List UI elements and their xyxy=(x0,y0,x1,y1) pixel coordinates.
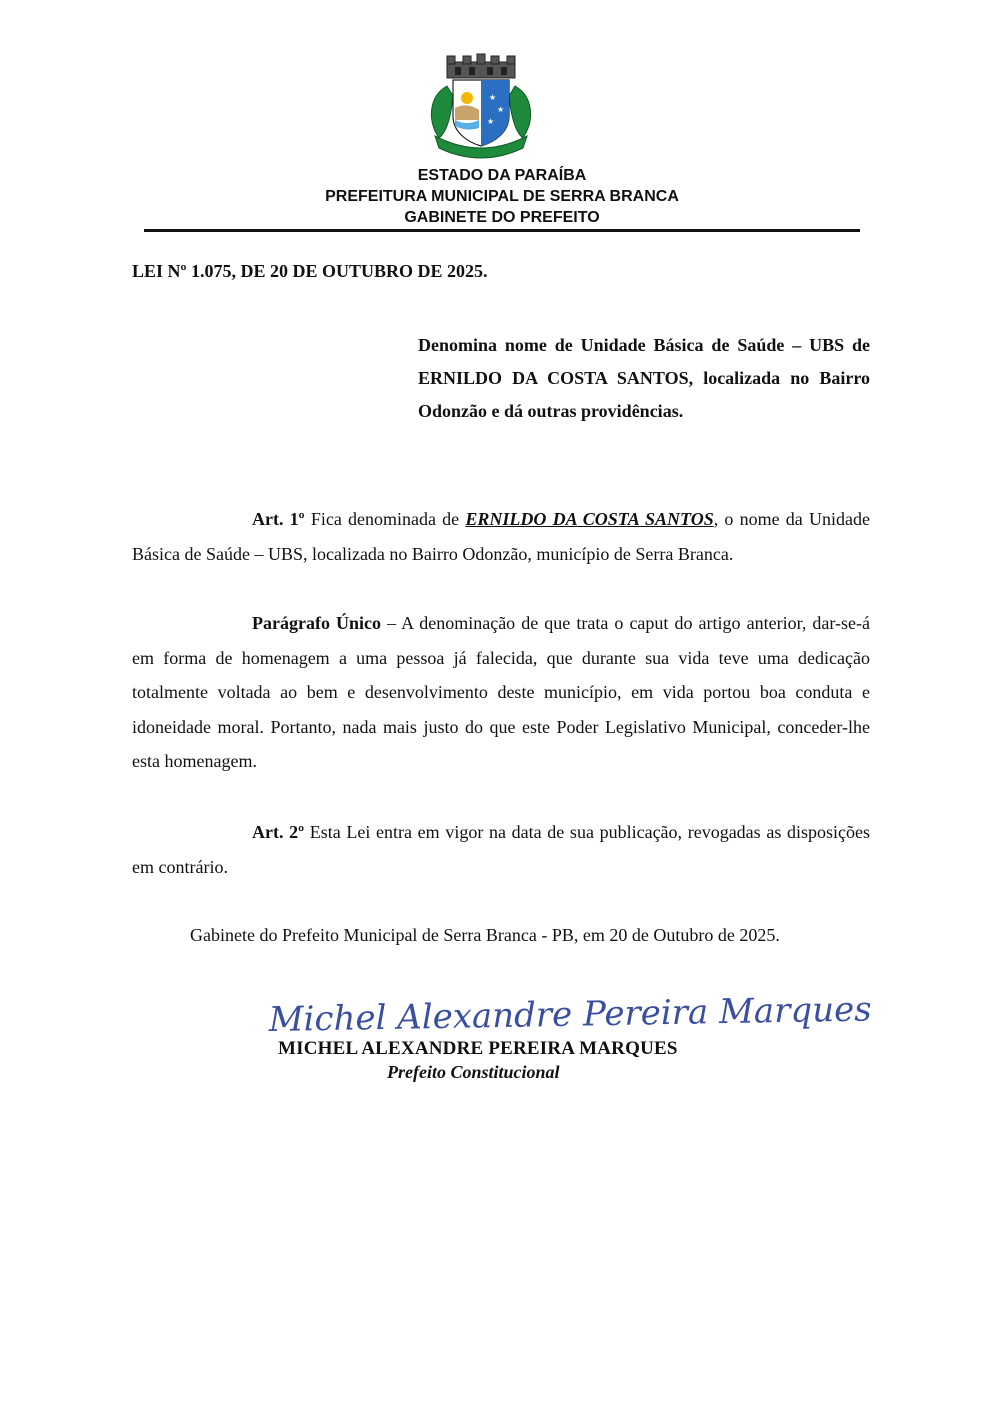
handwritten-signature xyxy=(265,989,872,1043)
sole-paragraph-text: – A denominação de que trata o caput do artigo anterior, dar-se-á em forma de homenagem a uma pessoa já falecida, que durante sua vida teve uma dedicação totalmente voltada ao bem e desenvolvimento deste município, em vida portou boa conduta e idoneidade moral. Portanto, nada mais justo do que este Poder Legislativo Municipal, conceder-lhe esta homenagem. xyxy=(132,613,870,771)
svg-text:★: ★ xyxy=(497,105,505,114)
header-state: ESTADO DA PARAÍBA xyxy=(417,167,587,184)
honoree-name: ERNILDO DA COSTA SANTOS xyxy=(465,509,714,529)
law-title: LEI Nº 1.075, DE 20 DE OUTUBRO DE 2025. xyxy=(132,261,488,281)
header-divider xyxy=(144,229,860,232)
article-1-label: Art. 1º xyxy=(252,509,305,529)
article-2 xyxy=(132,815,870,884)
header-office: GABINETE DO PREFEITO xyxy=(404,209,600,226)
article-1 xyxy=(132,502,870,571)
law-summary: Denomina nome de Unidade Básica de Saúde – UBS de ERNILDO DA COSTA SANTOS, localizada no Bairro Odonzão e dá outras providências. xyxy=(418,335,870,421)
article-1-text-after: , o nome da Unidade Básica de Saúde – UBS, localizada no Bairro Odonzão, município de Serra Branca. xyxy=(132,509,870,564)
article-1-text-before: Fica denominada de xyxy=(304,509,466,529)
signer-name: MICHEL ALEXANDRE PEREIRA MARQUES xyxy=(278,1038,678,1059)
header-municipality: PREFEITURA MUNICIPAL DE SERRA BRANCA xyxy=(325,188,679,205)
article-2-text: Esta Lei entra em vigor na data de sua publicação, revogadas as disposições em contrário. xyxy=(132,822,870,877)
municipal-crest-logo xyxy=(425,56,537,164)
sole-paragraph xyxy=(132,606,870,779)
svg-text:Michel Alexandre Pereira Mar: Michel Alexandre Pereira Marques xyxy=(268,989,872,1040)
svg-text:★: ★ xyxy=(489,93,497,102)
article-2-label: Art. 2º xyxy=(252,822,305,842)
document-header xyxy=(144,165,860,228)
sole-paragraph-label: Parágrafo Único xyxy=(252,613,382,633)
svg-text:★: ★ xyxy=(487,117,495,126)
signer-title: Prefeito Constitucional xyxy=(387,1062,560,1082)
closing-statement: Gabinete do Prefeito Municipal de Serra Branca - PB, em 20 de Outubro de 2025. xyxy=(190,925,780,945)
